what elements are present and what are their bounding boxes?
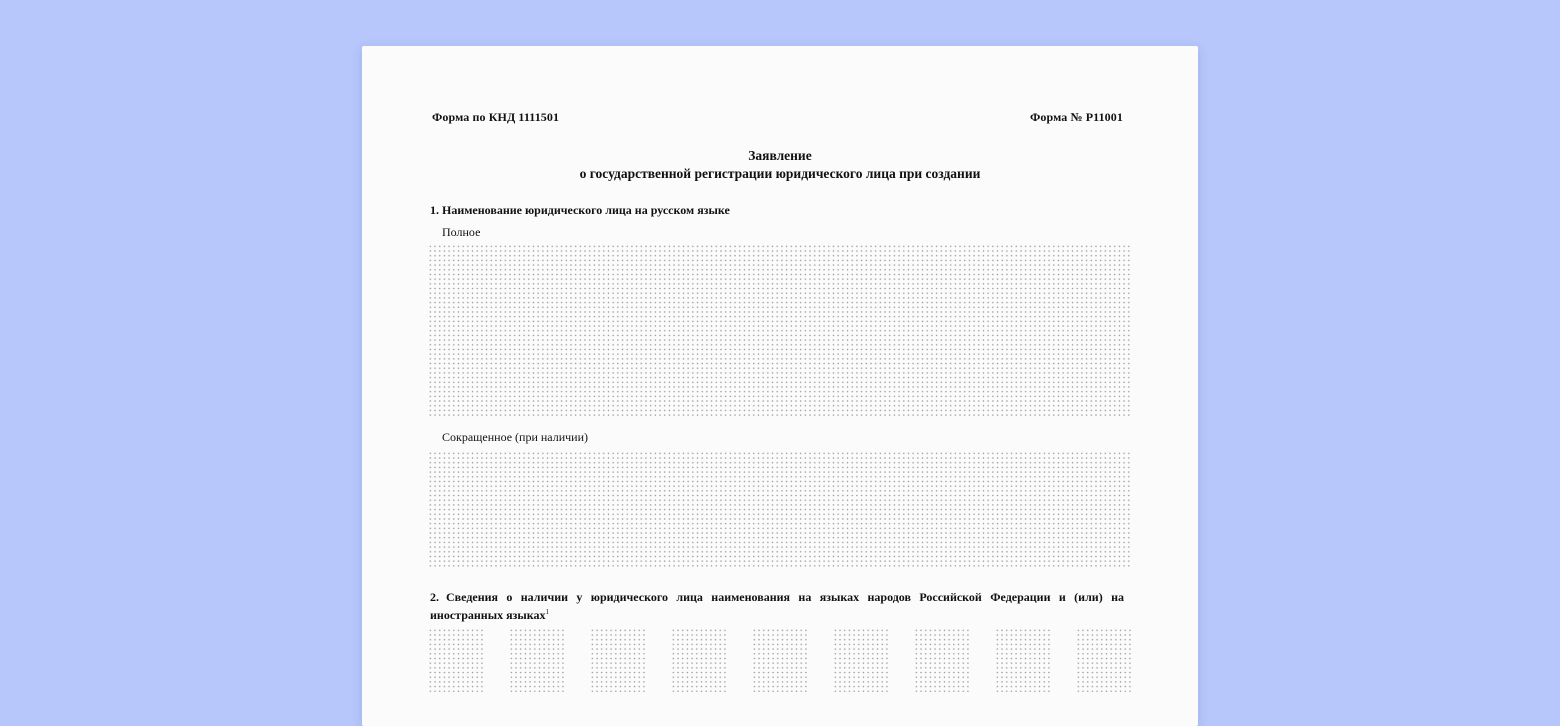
short-name-label: Сокращенное (при наличии) bbox=[442, 430, 589, 444]
title-line-2: о государственной регистрации юридического лица при создании bbox=[579, 166, 981, 181]
section-2-number: 2. bbox=[430, 590, 439, 604]
language-cell-block[interactable] bbox=[1076, 628, 1132, 692]
language-cell-block[interactable] bbox=[590, 628, 646, 692]
section-2-text: Сведения о наличии у юридического лица наименования на языках народов Российской Федерации и (или) на иностранных языках bbox=[430, 590, 1124, 622]
title-line-1: Заявление bbox=[748, 148, 812, 163]
language-cell-block[interactable] bbox=[833, 628, 889, 692]
language-cell-block[interactable] bbox=[752, 628, 808, 692]
footnote-marker: 1 bbox=[545, 608, 549, 616]
section-1-heading: 1. Наименование юридического лица на русском языке bbox=[430, 203, 730, 217]
knd-form-code: Форма по КНД 1111501 bbox=[432, 110, 560, 124]
language-cell-block[interactable] bbox=[428, 628, 484, 692]
short-name-cell-grid[interactable] bbox=[428, 451, 1132, 567]
form-page bbox=[362, 46, 1198, 726]
language-cell-block[interactable] bbox=[914, 628, 970, 692]
full-name-cell-grid[interactable] bbox=[428, 244, 1132, 418]
language-cell-block[interactable] bbox=[509, 628, 565, 692]
language-names-cells bbox=[428, 628, 1132, 692]
full-name-label: Полное bbox=[442, 225, 481, 239]
form-number: Форма № Р11001 bbox=[1029, 110, 1123, 124]
language-cell-block[interactable] bbox=[995, 628, 1051, 692]
language-cell-block[interactable] bbox=[671, 628, 727, 692]
document-title bbox=[362, 147, 1198, 183]
section-2-heading bbox=[430, 590, 1124, 623]
